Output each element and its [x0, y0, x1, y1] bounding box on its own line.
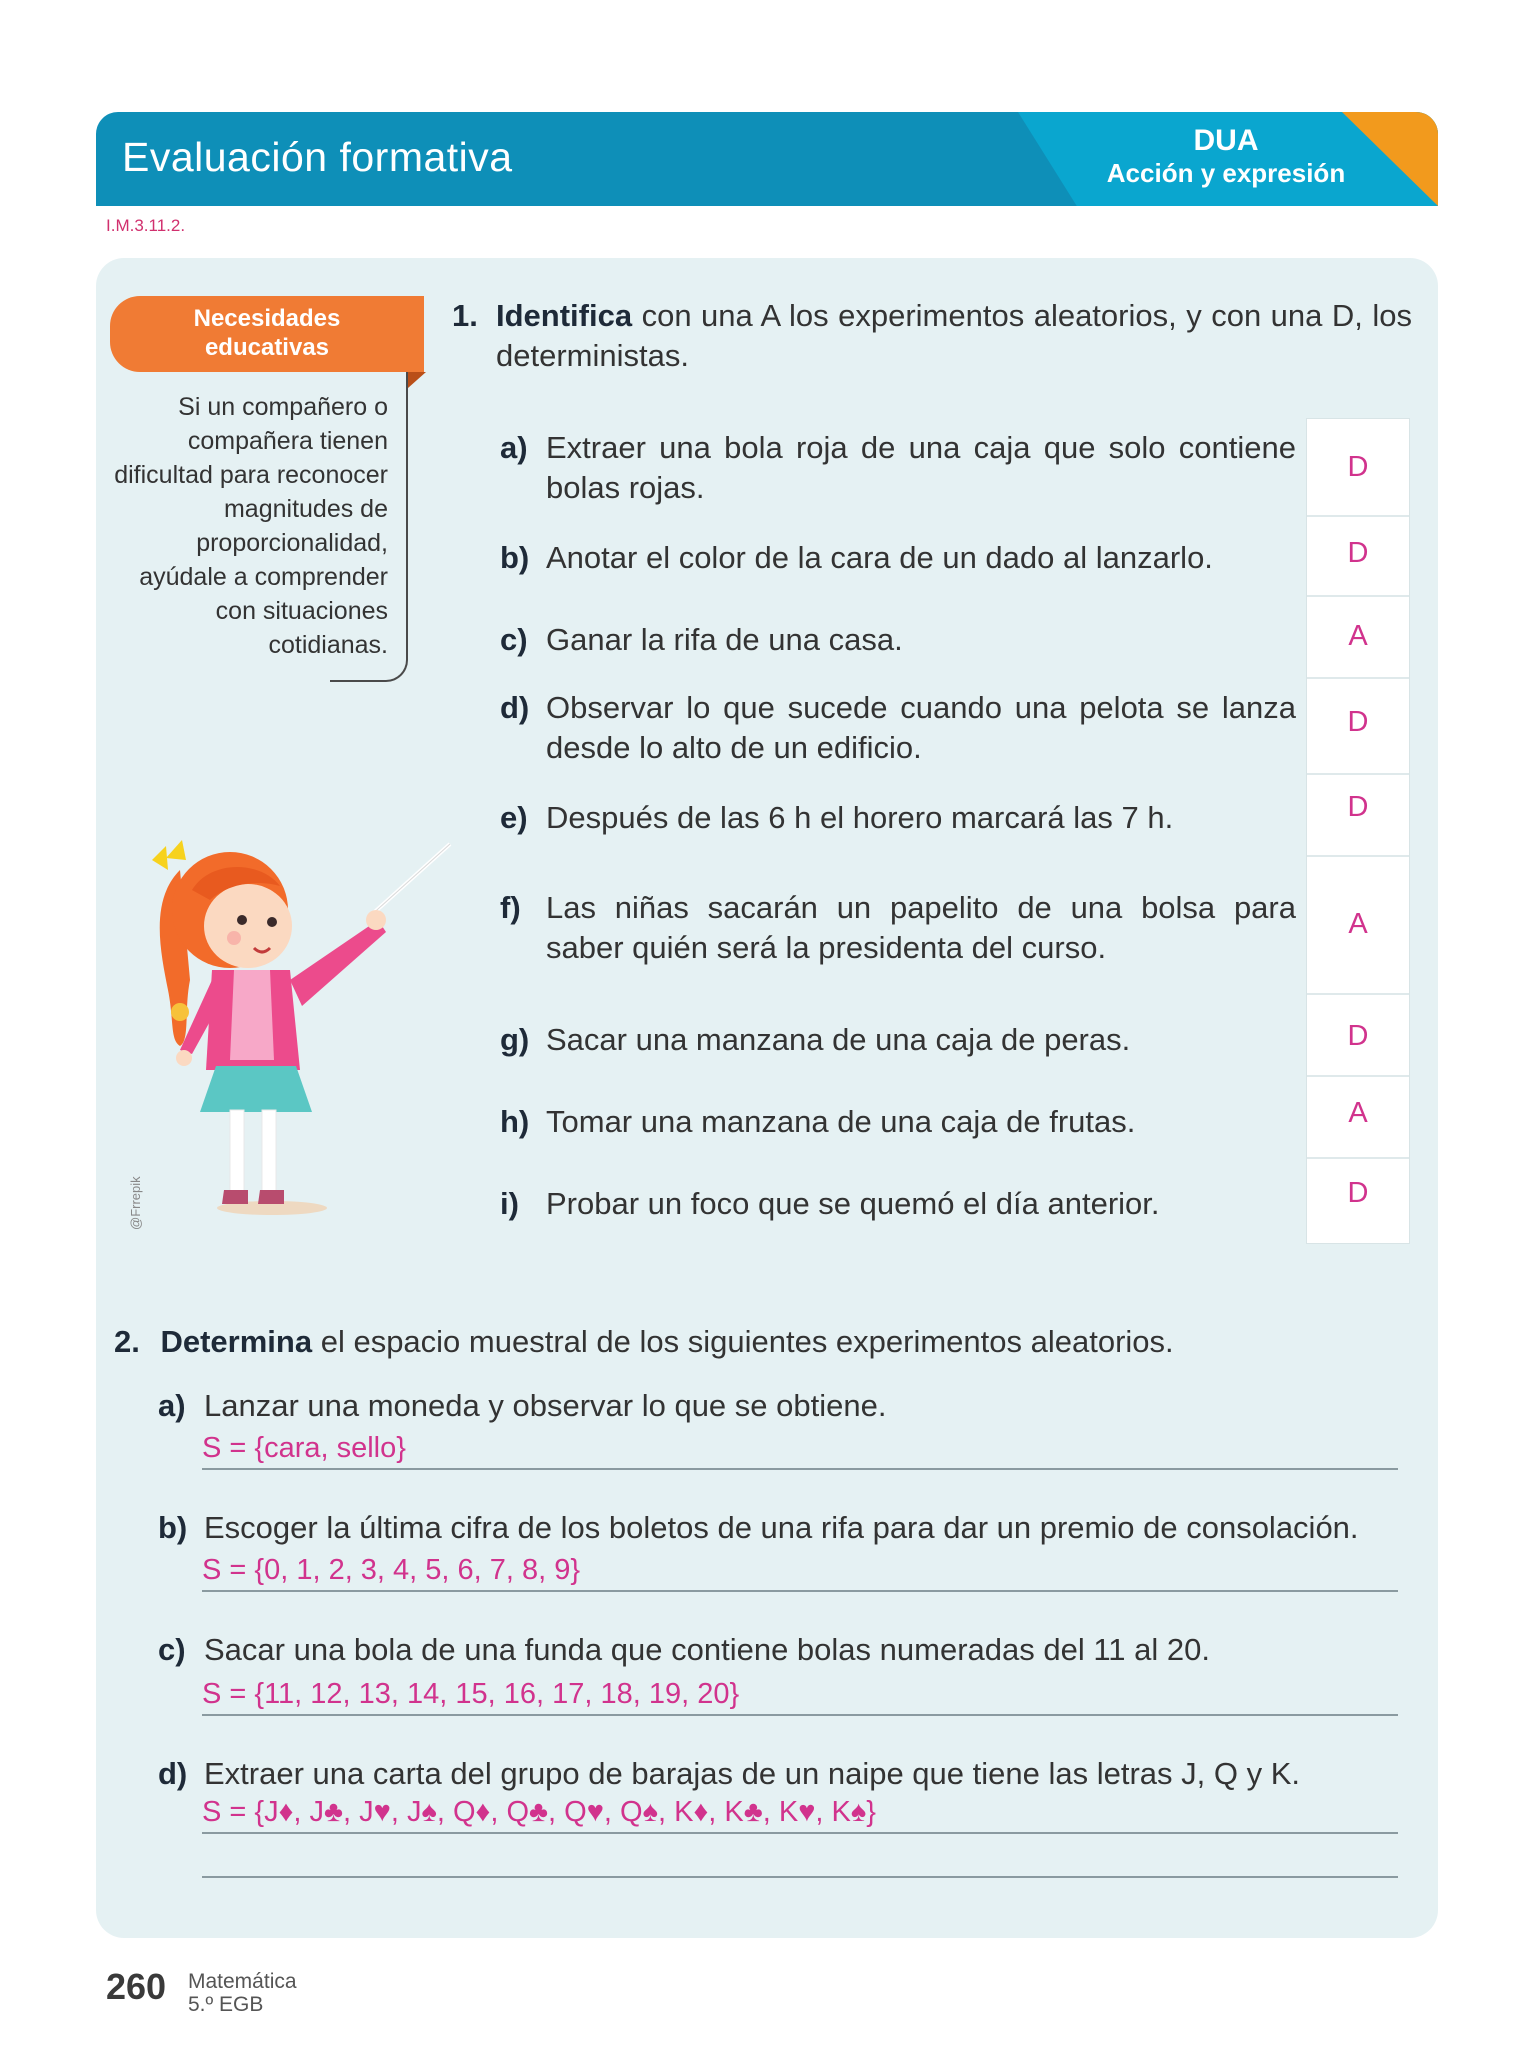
page-title: Evaluación formativa [122, 134, 513, 180]
question-2-rest: el espacio muestral de los siguientes experimentos aleatorios. [312, 1324, 1174, 1359]
q2-item-label: a) [158, 1388, 186, 1423]
indicator-code: I.M.3.11.2. [106, 216, 186, 235]
question-2-verb: Determina [160, 1324, 313, 1359]
q1-item-label: g) [500, 1022, 530, 1057]
q1-item-label: c) [500, 622, 528, 657]
q2-item-label: c) [158, 1632, 186, 1667]
answer-box-f[interactable]: A [1307, 855, 1409, 995]
subject-name: Matemática [188, 1970, 297, 1993]
q1-item-text: Tomar una manzana de una caja de frutas. [546, 1104, 1136, 1139]
q2-answer-d-extra-line[interactable] [202, 1836, 1398, 1878]
q2-item-text: Lanzar una moneda y observar lo que se obtiene. [204, 1388, 887, 1423]
q1-item-g [500, 1020, 1296, 1060]
q1-item-label: b) [500, 540, 530, 575]
q1-item-label: f) [500, 890, 521, 925]
question-1-rest: con una A los experimentos aleatorios, y con una D, los deterministas. [496, 298, 1412, 373]
hair-bow [152, 846, 168, 870]
q1-item-label: a) [500, 430, 528, 465]
q1-item-text: Ganar la rifa de una casa. [546, 622, 903, 657]
grade-label: 5.º EGB [188, 1993, 264, 2016]
question-1-number: 1. [452, 298, 478, 333]
header-banner [96, 112, 1438, 206]
page-number: 260 [106, 1966, 167, 2007]
q1-item-h [500, 1102, 1296, 1142]
note-title [110, 296, 424, 372]
question-1-prompt [452, 296, 1412, 376]
dua-title: DUA [1193, 124, 1259, 157]
q2-item-label: d) [158, 1756, 188, 1791]
q1-item-b [500, 538, 1296, 578]
image-credit: @Frrepik [128, 1176, 143, 1230]
q1-item-text: Anotar el color de la cara de un dado al lanzarlo. [546, 540, 1213, 575]
q1-item-text: Probar un foco que se quemó el día anterior. [546, 1186, 1160, 1221]
q2-item-text: Sacar una bola de una funda que contiene bolas numeradas del 11 al 20. [204, 1632, 1210, 1667]
q1-item-label: e) [500, 800, 528, 835]
q1-item-f [500, 888, 1296, 968]
girl-illustration [150, 840, 470, 1220]
note-text: Si un compañero o compañera tienen dificultad para reconocer magnitudes de proporcionalidad, ayúdale a comprender con situaciones cotidianas. [114, 393, 388, 659]
answer-box-i[interactable]: D [1347, 1177, 1369, 1209]
dua-subtitle: Acción y expresión [1106, 157, 1346, 188]
q2-answer-c[interactable]: S = {11, 12, 13, 14, 15, 16, 17, 18, 19, 20} [202, 1674, 1398, 1716]
q1-item-label: i) [500, 1186, 519, 1221]
q2-answer-a[interactable]: S = {cara, sello} [202, 1428, 1398, 1470]
q2-item-text: Extraer una carta del grupo de barajas de un naipe que tiene las letras J, Q y K. [204, 1756, 1300, 1791]
question-2-number: 2. [114, 1324, 140, 1359]
q1-item-label: h) [500, 1104, 530, 1139]
q1-item-d [500, 688, 1296, 768]
q1-item-i [500, 1184, 1296, 1224]
answer-box-g[interactable]: D [1307, 993, 1409, 1077]
q2-item-d [158, 1754, 1408, 1794]
left-shoe [222, 1190, 248, 1204]
right-shoe [258, 1190, 284, 1204]
q1-item-text: Observar lo que sucede cuando una pelota se lanza desde lo alto de un edificio. [546, 690, 1296, 765]
answer-column [1306, 418, 1410, 1244]
question-1-verb: Identifica [496, 298, 633, 333]
q1-item-text: Después de las 6 h el horero marcará las 7 h. [546, 800, 1174, 835]
q1-item-text: Sacar una manzana de una caja de peras. [546, 1022, 1131, 1057]
q1-item-a [500, 428, 1296, 508]
note-tab-fold [408, 372, 426, 388]
q1-item-label: d) [500, 690, 530, 725]
answer-box-h[interactable]: A [1307, 1075, 1409, 1159]
q1-item-e [500, 798, 1296, 838]
q2-answer-b[interactable]: S = {0, 1, 2, 3, 4, 5, 6, 7, 8, 9} [202, 1550, 1398, 1592]
question-2 [114, 1322, 1414, 1362]
q2-answer-d[interactable]: S = {J♦, J♣, J♥, J♠, Q♦, Q♣, Q♥, Q♠, K♦, K♣, K♥, K♠} [202, 1792, 1398, 1834]
answer-box-a[interactable]: D [1307, 419, 1409, 517]
subject-label [188, 1970, 297, 2016]
raised-arm [290, 920, 386, 1006]
q2-item-b [158, 1508, 1408, 1548]
q2-item-c [158, 1630, 1408, 1670]
q1-item-text: Las niñas sacarán un papelito de una bolsa para saber quién será la presidenta del curso. [546, 890, 1296, 965]
q2-item-label: b) [158, 1510, 188, 1545]
q1-item-c [500, 620, 1296, 660]
note-title-line1: Necesidades [193, 305, 341, 333]
note-title-line2: educativas [204, 334, 330, 361]
answer-box-b[interactable]: D [1307, 515, 1409, 597]
question-1 [452, 296, 1412, 376]
answer-box-e[interactable]: D [1307, 773, 1409, 857]
answer-box-c[interactable]: A [1307, 595, 1409, 679]
dua-label [1096, 124, 1356, 188]
skirt [200, 1066, 312, 1112]
q2-item-text: Escoger la última cifra de los boletos de una rifa para dar un premio de consolación. [204, 1510, 1359, 1545]
q1-item-text: Extraer una bola roja de una caja que solo contiene bolas rojas. [546, 430, 1296, 505]
face [204, 884, 292, 968]
q2-item-a [158, 1386, 1408, 1426]
answer-box-d[interactable]: D [1307, 677, 1409, 775]
